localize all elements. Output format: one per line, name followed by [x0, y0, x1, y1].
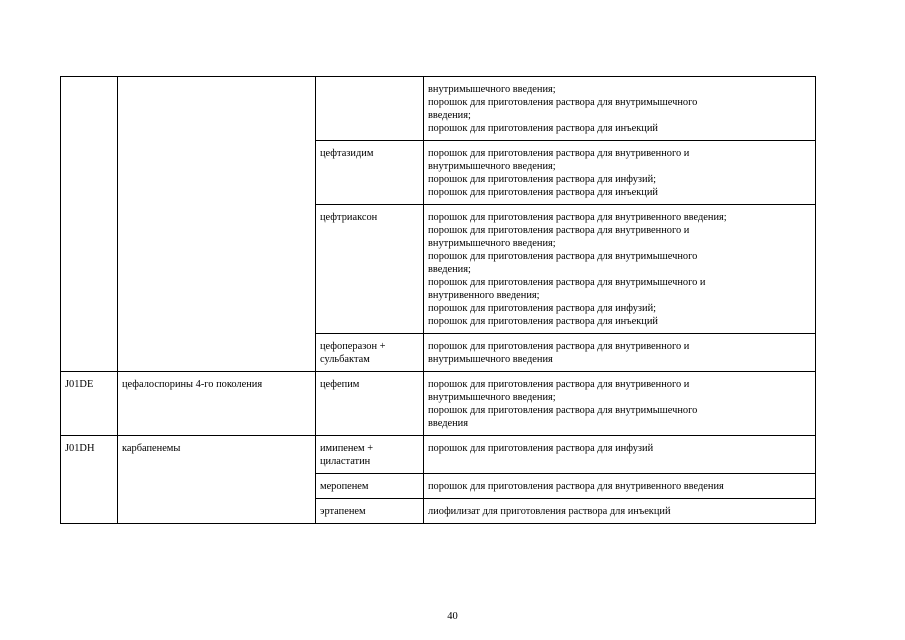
medication-table [60, 76, 816, 524]
atc-code-cell [61, 77, 118, 372]
atc-code-cell: J01DE [61, 372, 118, 436]
dosage-form-line: порошок для приготовления раствора для инфузий; [428, 303, 657, 314]
dosage-form-line: внутривенного введения; [428, 290, 540, 301]
dosage-form-line: порошок для приготовления раствора для внутримышечного [428, 251, 698, 262]
dosage-forms-cell [424, 372, 816, 436]
dosage-forms-cell [424, 77, 816, 141]
dosage-forms-cell [424, 205, 816, 334]
dosage-form-line: внутримышечного введения [428, 354, 553, 365]
dosage-forms-cell [424, 141, 816, 205]
dosage-form-line: порошок для приготовления раствора для внутривенного введения [428, 481, 724, 492]
dosage-form-line: порошок для приготовления раствора для внутривенного и [428, 341, 690, 352]
dosage-form-line: порошок для приготовления раствора для внутривенного и [428, 379, 690, 390]
dosage-form-line: порошок для приготовления раствора для инъекций [428, 187, 658, 198]
page-number: 40 [447, 611, 458, 622]
dosage-form-line: внутримышечного введения; [428, 392, 556, 403]
dosage-form-line: порошок для приготовления раствора для инфузий [428, 443, 654, 454]
dosage-form-line: порошок для приготовления раствора для внутривенного и [428, 148, 690, 159]
group-cell [118, 77, 316, 372]
dosage-form-line: введения; [428, 110, 471, 121]
dosage-form-line: введения [428, 418, 469, 429]
dosage-form-line: порошок для приготовления раствора для внутривенного и [428, 225, 690, 236]
drug-name-line: цефоперазон + [320, 341, 386, 352]
dosage-form-line: порошок для приготовления раствора для внутримышечного [428, 97, 698, 108]
dosage-form-line: лиофилизат для приготовления раствора для инъекций [428, 506, 671, 517]
dosage-form-line: порошок для приготовления раствора для внутривенного введения; [428, 212, 727, 223]
dosage-form-line: порошок для приготовления раствора для внутримышечного и [428, 277, 706, 288]
dosage-form-line: порошок для приготовления раствора для внутримышечного [428, 405, 698, 416]
dosage-forms-cell [424, 436, 816, 474]
dosage-form-line: внутримышечного введения; [428, 84, 556, 95]
table-row [61, 372, 816, 436]
dosage-form-line: порошок для приготовления раствора для инъекций [428, 123, 658, 134]
drug-cell: цефтазидим [316, 141, 424, 205]
atc-code-cell: J01DH [61, 436, 118, 524]
drug-cell [316, 77, 424, 141]
table-row [61, 77, 816, 141]
dosage-forms-cell [424, 474, 816, 499]
drug-name-line: имипенем + [320, 443, 374, 454]
dosage-form-line: введения; [428, 264, 471, 275]
dosage-form-line: внутримышечного введения; [428, 161, 556, 172]
group-cell: цефалоспорины 4-го поколения [118, 372, 316, 436]
drug-cell [316, 334, 424, 372]
dosage-forms-cell [424, 334, 816, 372]
dosage-form-line: порошок для приготовления раствора для инфузий; [428, 174, 657, 185]
drug-cell: цефтриаксон [316, 205, 424, 334]
drug-cell [316, 436, 424, 474]
drug-cell: меропенем [316, 474, 424, 499]
drug-name-line: сульбактам [320, 354, 370, 365]
drug-name-line: циластатин [320, 456, 371, 467]
table-row [61, 436, 816, 474]
drug-cell: цефепим [316, 372, 424, 436]
dosage-form-line: порошок для приготовления раствора для инъекций [428, 316, 658, 327]
drug-cell: эртапенем [316, 499, 424, 524]
group-cell: карбапенемы [118, 436, 316, 524]
dosage-form-line: внутримышечного введения; [428, 238, 556, 249]
dosage-forms-cell [424, 499, 816, 524]
